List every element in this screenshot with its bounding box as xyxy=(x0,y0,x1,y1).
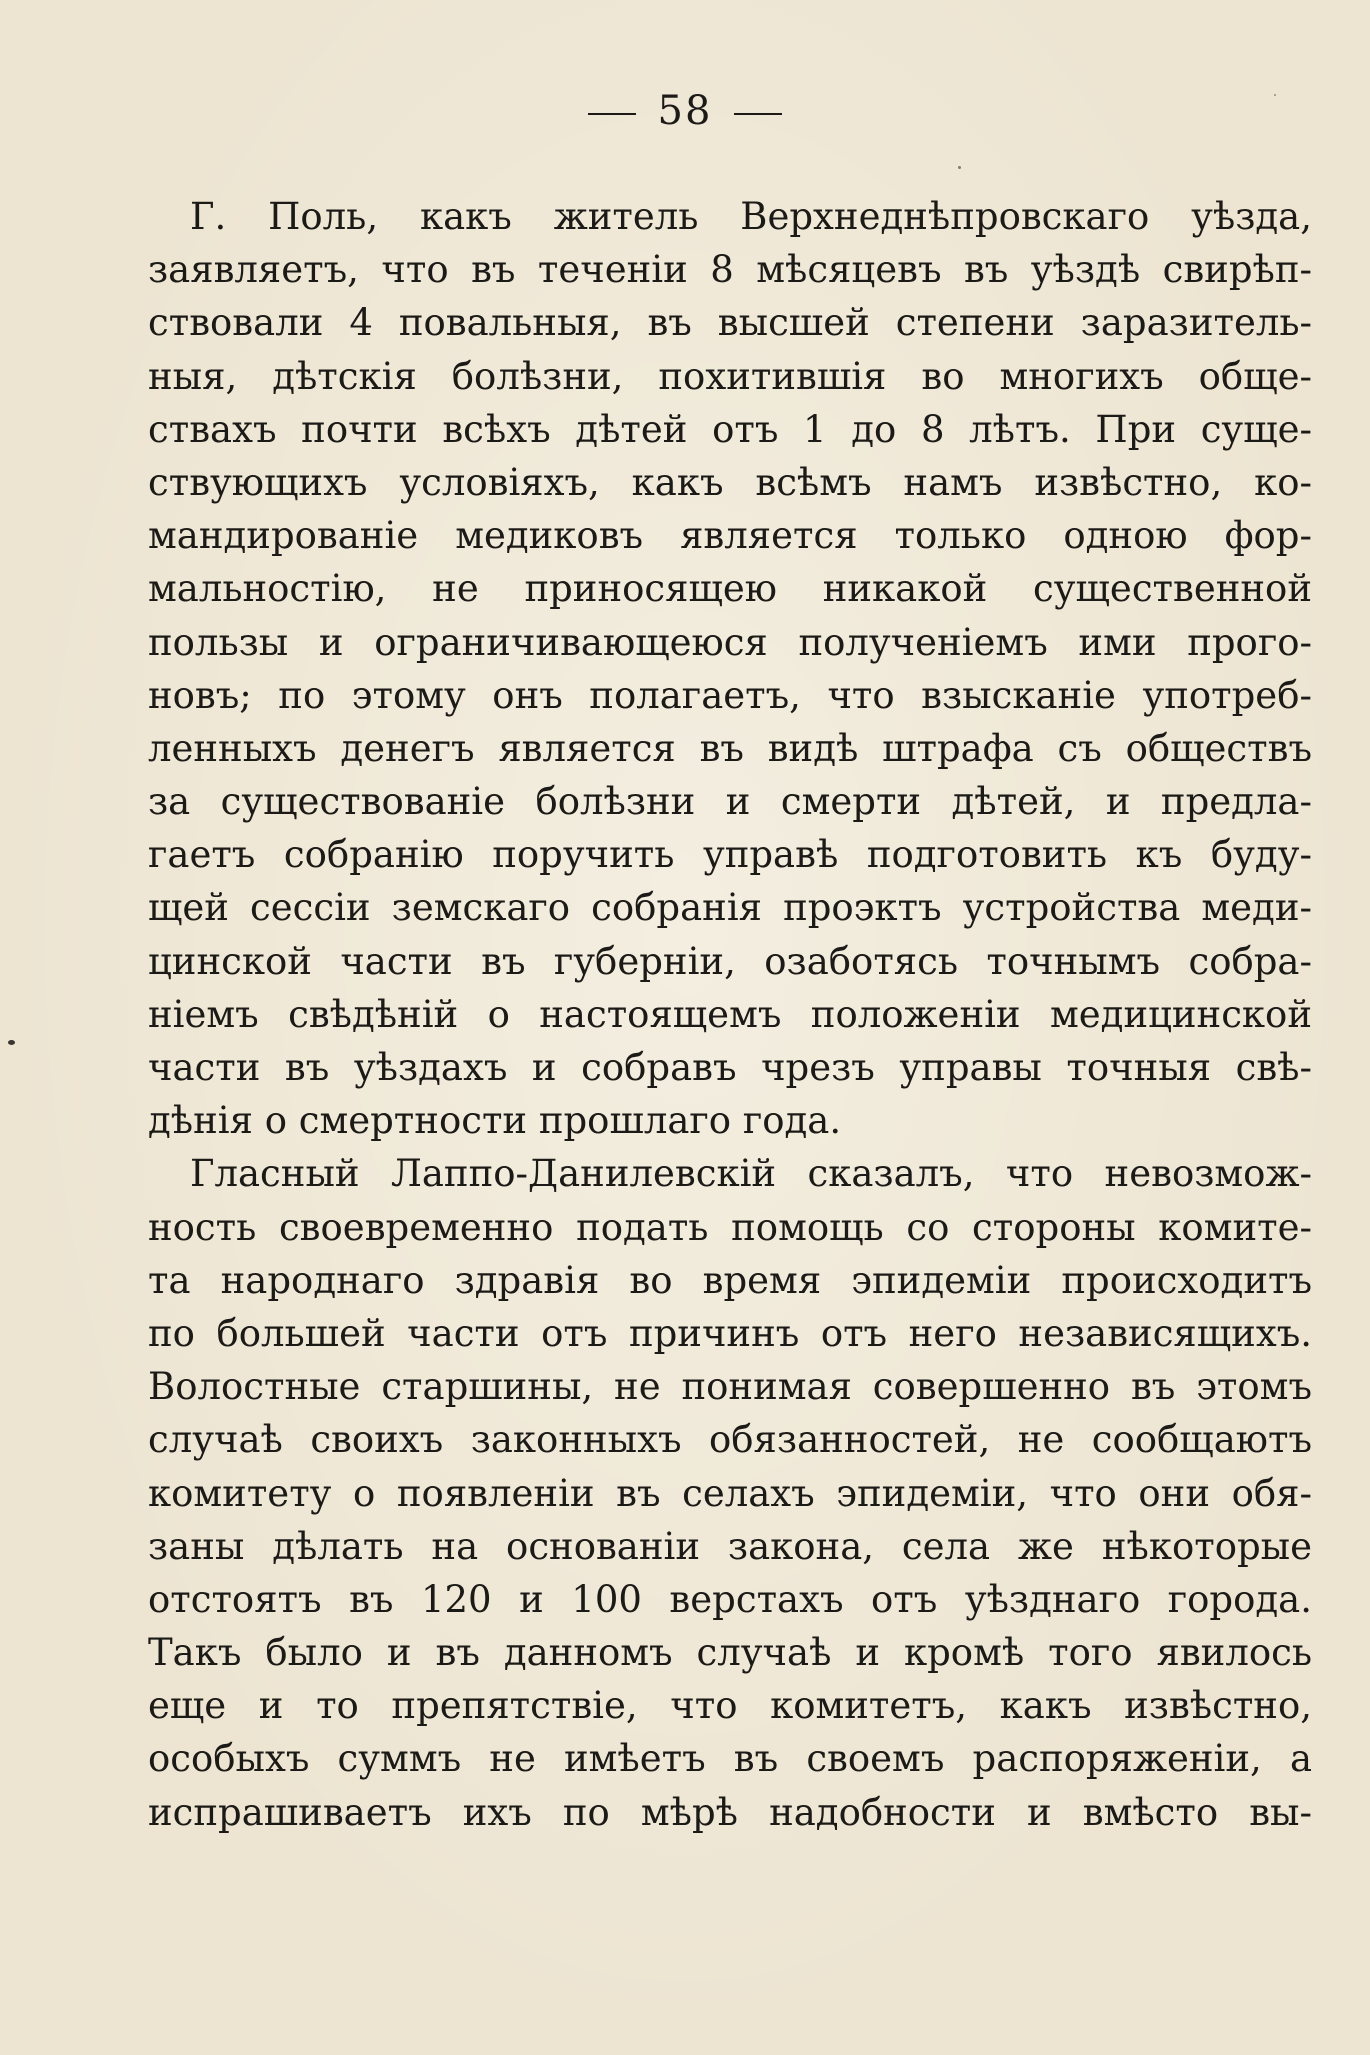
text-line: ность своевременно подать помощь со стороны комите- xyxy=(148,1205,1312,1249)
text-line: мандированіе медиковъ является только одною фор- xyxy=(148,514,1312,558)
text-line: по большей части отъ причинъ отъ него независящихъ. xyxy=(148,1311,1312,1355)
ink-speck xyxy=(8,1040,15,1045)
header-dash-right xyxy=(734,113,782,115)
text-line: дѣнія о смертности прошлаго года. xyxy=(148,1099,842,1143)
text-line: испрашиваетъ ихъ по мѣрѣ надобности и вмѣсто вы- xyxy=(148,1790,1312,1834)
page-number: 58 xyxy=(657,88,713,134)
text-line: ствовали 4 повальныя, въ высшей степени заразитель- xyxy=(148,301,1312,345)
text-line: ныя, дѣтскія болѣзни, похитившія во многихъ обще- xyxy=(148,354,1312,398)
text-line: ніемъ свѣдѣній о настоящемъ положеніи медицинской xyxy=(148,992,1312,1036)
text-line: мальностію, не приносящею никакой существенной xyxy=(148,567,1312,611)
text-line: новъ; по этому онъ полагаетъ, что взысканіе употреб- xyxy=(148,673,1312,717)
text-line: пользы и ограничивающеюся полученіемъ ими прого- xyxy=(148,620,1312,664)
ink-speck xyxy=(958,166,961,169)
text-line: за существованіе болѣзни и смерти дѣтей, и предла- xyxy=(148,780,1312,824)
ink-speck xyxy=(1274,94,1276,96)
text-line: Гласный Лаппо-Данилевскій сказалъ, что невозмож- xyxy=(190,1152,1312,1196)
body-text xyxy=(148,190,1312,1839)
text-line: щей сессіи земскаго собранія проэктъ устройства меди- xyxy=(148,886,1312,930)
text-line: комитету о появленіи въ селахъ эпидеміи, что они обя- xyxy=(148,1471,1312,1515)
paragraph-2 xyxy=(148,1147,1312,1838)
page-header xyxy=(0,88,1370,134)
text-line: та народнаго здравія во время эпидеміи происходитъ xyxy=(148,1258,1312,1302)
paragraph-1 xyxy=(148,190,1312,1147)
text-line: еще и то препятствіе, что комитетъ, какъ извѣстно, xyxy=(148,1684,1312,1728)
text-line: ленныхъ денегъ является въ видѣ штрафа съ обществъ xyxy=(148,726,1312,770)
text-line: Г. Поль, какъ житель Верхнеднѣпровскаго уѣзда, xyxy=(190,195,1312,238)
text-line: ствующихъ условіяхъ, какъ всѣмъ намъ извѣстно, ко- xyxy=(148,460,1312,504)
text-line: заны дѣлать на основаніи закона, села же нѣкоторые xyxy=(148,1524,1312,1568)
text-line: заявляетъ, что въ теченіи 8 мѣсяцевъ въ уѣздѣ свирѣп- xyxy=(148,248,1312,292)
text-line: отстоятъ въ 120 и 100 верстахъ отъ уѣзднаго города. xyxy=(148,1577,1312,1621)
text-line: части въ уѣздахъ и собравъ чрезъ управы точныя свѣ- xyxy=(148,1046,1312,1089)
text-line: ствахъ почти всѣхъ дѣтей отъ 1 до 8 лѣтъ. При суще- xyxy=(148,407,1312,451)
text-line: Такъ было и въ данномъ случаѣ и кромѣ того явилось xyxy=(148,1631,1312,1675)
text-line: цинской части въ губерніи, озаботясь точнымъ собра- xyxy=(148,939,1312,983)
text-line: Волостные старшины, не понимая совершенно въ этомъ xyxy=(148,1365,1312,1409)
header-dash-left xyxy=(588,113,636,115)
text-line: гаетъ собранію поручить управѣ подготовить къ буду- xyxy=(148,833,1312,877)
text-line: особыхъ суммъ не имѣетъ въ своемъ распоряженіи, а xyxy=(148,1737,1312,1781)
text-line: случаѣ своихъ законныхъ обязанностей, не сообщаютъ xyxy=(148,1418,1312,1462)
